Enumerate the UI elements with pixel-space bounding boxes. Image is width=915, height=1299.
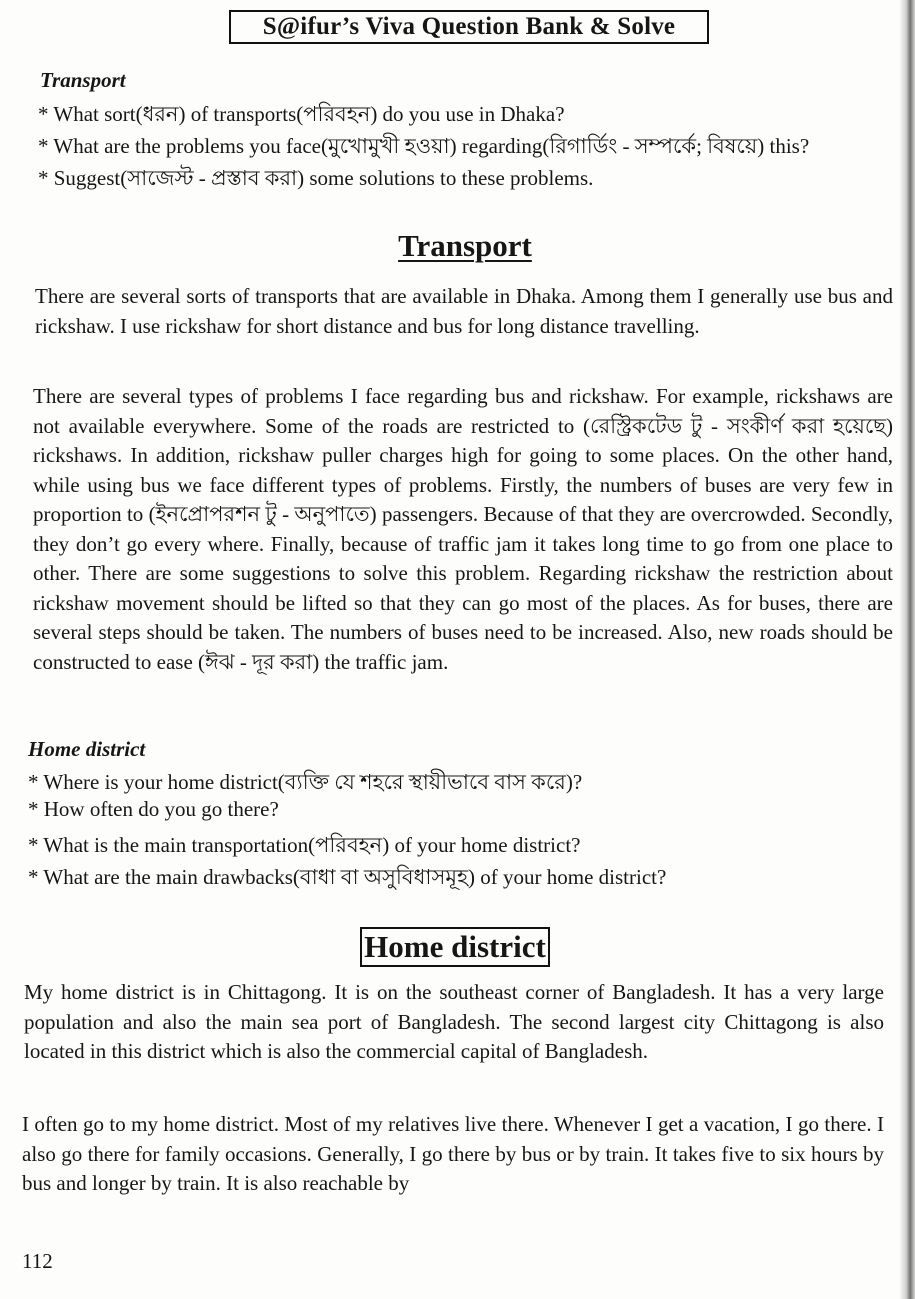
heading-transport: Transport xyxy=(398,228,532,263)
header-title-box: S@ifur’s Viva Question Bank & Solve xyxy=(229,10,709,44)
question-item: * What is the main transportation(পরিবহন) of your home district? xyxy=(28,833,581,857)
question-item: * How often do you go there? xyxy=(28,797,279,821)
question-item: * What are the problems you face(মুখোমুখী হওয়া) regarding(রিগার্ডিং - সম্পর্কে; বিষয়ে) this? xyxy=(38,134,810,158)
paragraph: My home district is in Chittagong. It is on the southeast corner of Bangladesh. It has a very large population and also the main sea port of Bangladesh. The second largest city Chittagong is also located in this district which is also the commercial capital of Bangladesh. xyxy=(24,980,884,1063)
paragraph: There are several types of problems I face regarding bus and rickshaw. For example, rickshaws are not available everywhere. Some of the roads are restricted to (রেস্ট্রিকটেড টু - সংকীর্ণ করা হয়েছে) rickshaws. In addition, rickshaw puller charges high for going to some places. On the other hand, while using bus we face different types of problems. Firstly, the numbers of buses are very few in proportion to (ইনপ্রোপরশন টু - অনুপাতে) passengers. Because of that they are overcrowded. Secondly, they don’t go every where. Finally, because of traffic jam it takes long time to go from one place to other. There are some suggestions to solve this problem. Regarding rickshaw the restriction about rickshaw movement should be lifted so that they can go most of the places. As for buses, there are several steps should be taken. The numbers of buses need to be increased. Also, new roads should be constructed to ease (ঈঝ - দূর করা) the traffic jam. xyxy=(33,384,893,674)
question-item: * Where is your home district(ব্যক্তি যে শহরে স্থায়ীভাবে বাস করে)? xyxy=(28,770,583,794)
section-label-transport: Transport xyxy=(40,68,126,92)
question-item: * What sort(ধরন) of transports(পরিবহন) do you use in Dhaka? xyxy=(38,102,565,126)
paragraph: I often go to my home district. Most of my relatives live there. Whenever I get a vacation, I go there. I also go there for family occasions. Generally, I go there by bus or by train. It takes five to six hours by bus and longer by train. It is also reachable by xyxy=(22,1112,884,1195)
paragraph: There are several sorts of transports that are available in Dhaka. Among them I generally use bus and rickshaw. I use rickshaw for short distance and bus for long distance travelling. xyxy=(35,284,893,338)
page-number: 112 xyxy=(22,1249,53,1273)
section-label-home-district: Home district xyxy=(28,737,146,761)
page-edge-shadow xyxy=(899,0,915,1299)
question-item: * What are the main drawbacks(বাধা বা অসুবিধাসমূহ) of your home district? xyxy=(28,865,667,889)
heading-home-district: Home district xyxy=(360,927,550,967)
heading-home-district-wrap xyxy=(280,927,630,967)
question-item: * Suggest(সাজেস্ট - প্রস্তাব করা) some solutions to these problems. xyxy=(38,166,594,190)
